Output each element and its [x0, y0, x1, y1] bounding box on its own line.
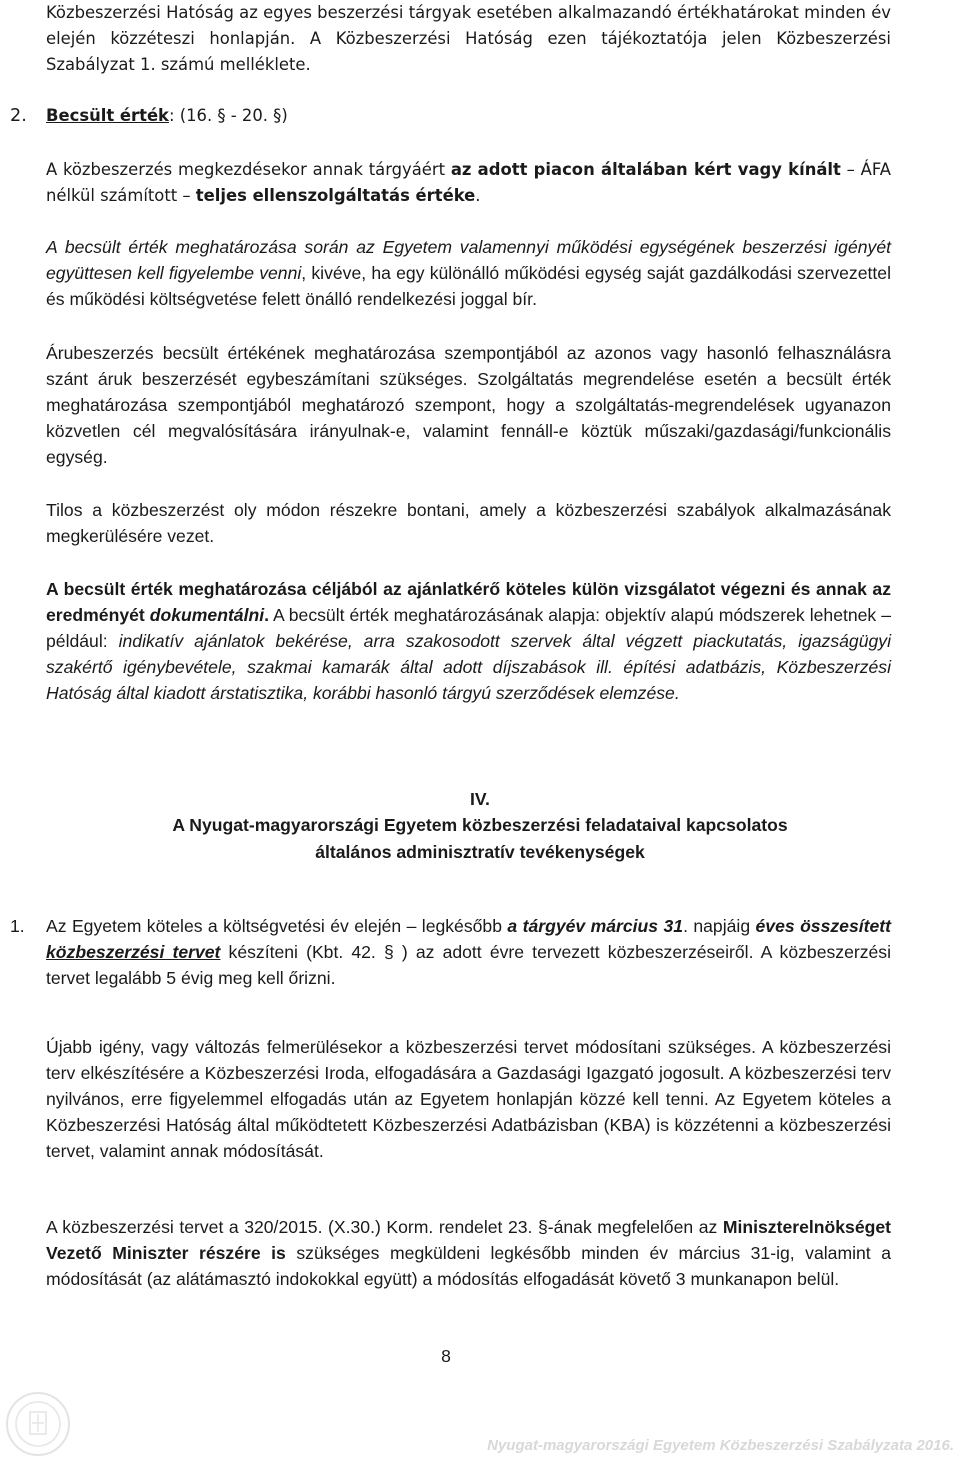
plan-modification-paragraph: Újabb igény, vagy változás felmerülésekor a közbeszerzési tervet módosítani szükséges. A közbeszerzési terv elkészítésére a Közbeszerzési Iroda, elfogadására a Gazdasági Igazgató jogosult. A közbeszerzési terv nyilvános, erre figyelemmel elfogadás után az Egyetem honlapján közzé kell tenni. Az Egyetem köteles a Közbeszerzési Hatóság által működtetett Közbeszerzési Adatbázisban (KBA) is közzétenni a közbeszerzési tervet, valamint annak módosítását. — [46, 1037, 891, 1161]
footer-text: Nyugat-magyarországi Egyetem Közbeszerzési Szabályzata 2016. — [487, 1437, 954, 1454]
page-number: 8 — [441, 1346, 451, 1366]
estimated-value-heading: Becsült érték: (16. § - 20. §) — [46, 106, 288, 125]
goods-services-paragraph: Árubeszerzés becsült értékének meghatározása szempontjából az azonos vagy hasonló felhasználásra szánt áruk beszerzését egybeszámítani szükséges. Szolgáltatás megrendelése esetén a becsült érték meghatározása szempontjából meghatározó szempont, hogy a szolgáltatás-megrendelések ugyanazon közvetlen cél megvalósítására irányulnak-e, valamint fennáll-e köztük műszaki/gazdasági/funkcionális egység. — [46, 343, 891, 467]
university-seal-icon — [4, 1390, 72, 1458]
item-2-number: 2. — [10, 106, 27, 126]
section-title-line-1: A Nyugat-magyarországi Egyetem közbeszerzési feladataival kapcsolatos — [172, 815, 788, 835]
plan-submission-paragraph: A közbeszerzési tervet a 320/2015. (X.30.) Korm. rendelet 23. §-ának megfelelően az Miniszterelnökséget Vezető Miniszter részére is szükséges megküldeni legkésőbb minden év március 31-ig, valamint a módosítását (az alátámasztó indokokkal együtt) a módosítás elfogadását követő 3 munkanapon belül. — [46, 1217, 891, 1289]
estimate-aggregation-paragraph: A becsült érték meghatározása során az Egyetem valamennyi működési egységének beszerzési igényét együttesen kell figyelembe venni, kivéve, ha egy különálló működési egység saját gazdálkodási szervezettel és működési költségvetése felett önálló rendelkezési joggal bír. — [46, 237, 891, 309]
procurement-plan-paragraph: Az Egyetem köteles a költségvetési év elején – legkésőbb a tárgyév március 31. napjáig éves összesített közbeszerzési tervet készíteni (Kbt. 42. § ) az adott évre tervezett közbeszerzéseiről. A közbeszerzési tervet legalább 5 évig meg kell őrizni. — [46, 916, 892, 988]
intro-paragraph: Közbeszerzési Hatóság az egyes beszerzési tárgyak esetében alkalmazandó értékhatárokat minden év elején közzéteszi honlapján. A Közbeszerzési Hatóság ezen tájékoztatója jelen Közbeszerzési Szabályzat 1. számú melléklete. — [46, 3, 891, 74]
splitting-forbidden-paragraph: Tilos a közbeszerzést oly módon részekre bontani, amely a közbeszerzési szabályok alkalmazásának megkerülésére vezet. — [46, 500, 891, 546]
estimated-value-definition: A közbeszerzés megkezdésekor annak tárgyáért az adott piacon általában kért vagy kínált – ÁFA nélkül számított – teljes ellenszolgáltatás értéke. — [46, 160, 891, 205]
section-roman-numeral: IV. — [470, 789, 490, 809]
item-1-number: 1. — [10, 916, 25, 936]
section-title-line-2: általános adminisztratív tevékenységek — [315, 842, 645, 862]
estimation-method-paragraph: A becsült érték meghatározása céljából az ajánlatkérő köteles külön vizsgálatot végezni és annak az eredményét dokumentálni. A becsült érték meghatározásának alapja: objektív alapú módszerek lehetnek – például: indikatív ajánlatok bekérése, arra szakosodott szervek által végzett piackutatás, igazságügyi szakértő igénybevétele, szakmai kamarák által adott díjszabások ill. építési adatbázis, Közbeszerzési Hatóság által kiadott árstatisztika, korábbi hasonló tárgyú szerződések elemzése. — [46, 579, 891, 703]
